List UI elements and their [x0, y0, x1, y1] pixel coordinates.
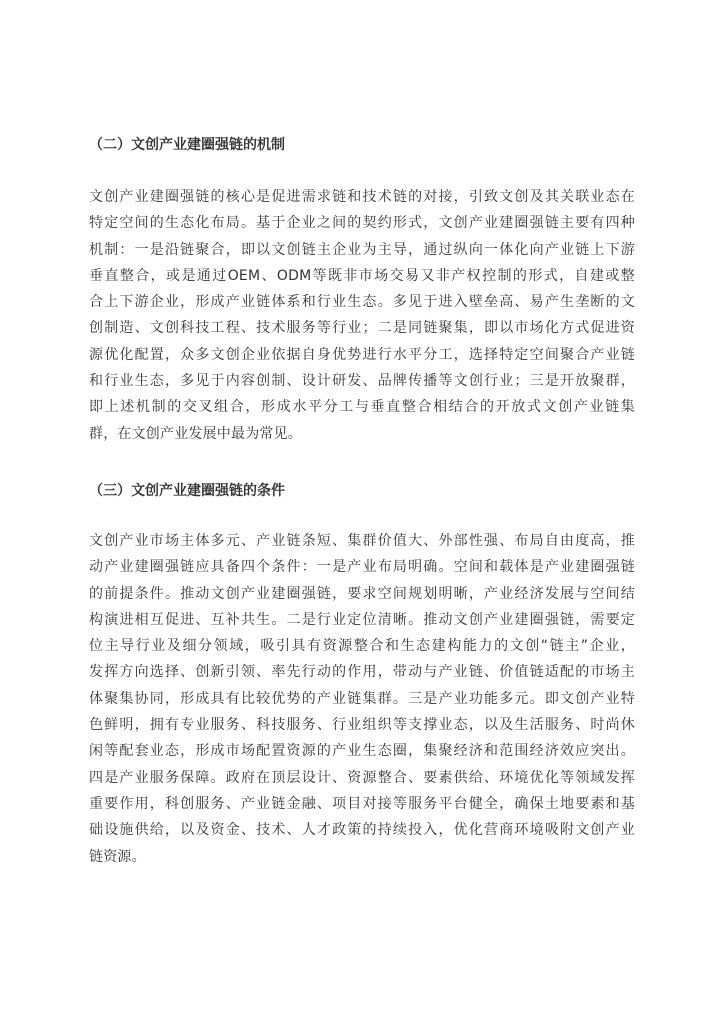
paragraph-line: 构演进相互促进、互补共生。二是行业定位清晰。推动文创产业建圈强链，需要定 — [89, 611, 635, 628]
paragraph-line: 创制造、文创科技工程、技术服务等行业；二是同链聚集，即以市场化方式促进资 — [89, 320, 635, 337]
paragraph-line: 体聚集协同，形成具有比较优势的产业链集群。三是产业功能多元。即文创产业特 — [89, 690, 635, 707]
paragraph-line: 特定空间的生态化布局。基于企业之间的契约形式，文创产业建圈强链主要有四种 — [89, 215, 635, 232]
paragraph-line: 色鲜明，拥有专业服务、科技服务、行业组织等支撑业态，以及生活服务、时尚休 — [89, 717, 635, 734]
paragraph-line: 链资源。 — [89, 848, 146, 865]
paragraph-mechanism — [89, 184, 635, 447]
paragraph-line: 即上述机制的交叉组合，形成水平分工与垂直整合相结合的开放式文创产业链集 — [89, 399, 635, 416]
paragraph-line: 群，在文创产业发展中最为常见。 — [89, 425, 302, 442]
paragraph-line: 四是产业服务保障。政府在顶层设计、资源整合、要素供给、环境优化等领域发挥 — [89, 769, 635, 786]
section-heading-mechanism: （二）文创产业建圈强链的机制 — [89, 137, 285, 153]
paragraph-line: 文创产业建圈强链的核心是促进需求链和技术链的对接，引致文创及其关联业态在 — [89, 189, 635, 205]
paragraph-line: 动产业建圈强链应具备四个条件：一是产业布局明确。空间和载体是产业建圈强链 — [89, 559, 635, 576]
paragraph-line: 垂直整合，或是通过OEM、ODM等既非市场交易又非产权控制的形式，自建或整 — [89, 267, 635, 284]
paragraph-line: 和行业生态，多见于内容创制、设计研发、品牌传播等文创行业；三是开放聚群， — [89, 373, 635, 390]
paragraph-line: 的前提条件。推动文创产业建圈强链，要求空间规划明晰，产业经济发展与空间结 — [89, 585, 635, 602]
paragraph-line: 文创产业市场主体多元、产业链条短、集群价值大、外部性强、布局自由度高，推 — [89, 533, 635, 549]
paragraph-conditions — [89, 528, 635, 870]
paragraph-line: 础设施供给，以及资金、技术、人才政策的持续投入，优化营商环境吸附文创产业 — [89, 822, 635, 839]
paragraph-line: 发挥方向选择、创新引领、率先行动的作用，带动与产业链、价值链适配的市场主 — [89, 664, 635, 681]
paragraph-line: 位主导行业及细分领域，吸引具有资源整合和生态建构能力的文创“链主”企业， — [89, 638, 635, 655]
paragraph-line: 机制：一是沿链聚合，即以文创链主企业为主导，通过纵向一体化向产业链上下游 — [89, 241, 635, 258]
paragraph-line: 闲等配套业态，形成市场配置资源的产业生态圈，集聚经济和范围经济效应突出。 — [89, 743, 635, 760]
paragraph-line: 合上下游企业，形成产业链体系和行业生态。多见于进入壁垒高、易产生垄断的文 — [89, 294, 635, 311]
section-heading-conditions: （三）文创产业建圈强链的条件 — [89, 483, 285, 499]
paragraph-line: 源优化配置，众多文创企业依据自身优势进行水平分工，选择特定空间聚合产业链 — [89, 346, 635, 363]
paragraph-line: 重要作用，科创服务、产业链金融、项目对接等服务平台健全，确保土地要素和基 — [89, 795, 635, 812]
